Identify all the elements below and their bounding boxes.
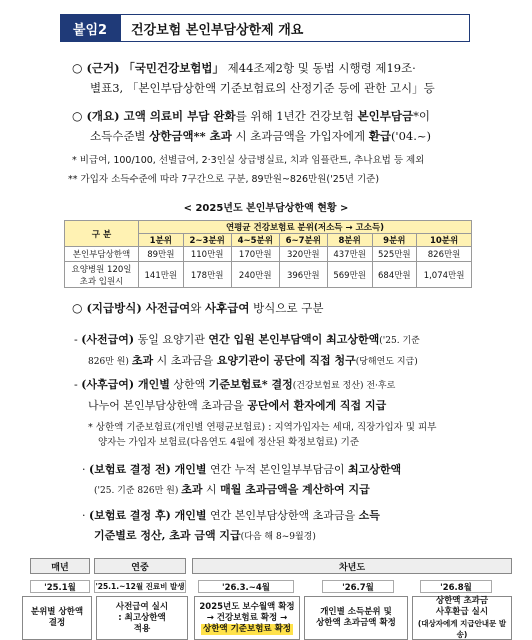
col-header: 9분위 bbox=[372, 234, 417, 247]
timeline-head-nextyear: 차년도 bbox=[192, 558, 512, 574]
sub-before-premium: · (보험료 결정 전) 개인별 연간 누적 본인일부부담금이 최고상한액 ('25. 기준 826만 원) 초과 시 매월 초과금액을 계산하여 지급 bbox=[82, 463, 402, 496]
cell: 396만원 bbox=[279, 262, 327, 288]
col-header: 8분위 bbox=[327, 234, 372, 247]
table-header-gu: 구 분 bbox=[65, 221, 139, 247]
timeline-date: '25.1.~12월 진료비 발생 bbox=[95, 582, 185, 591]
document-header bbox=[60, 14, 470, 42]
cell: 826만원 bbox=[417, 247, 472, 262]
note-income-levels: ** 가입자 소득수준에 따라 7구간으로 구분, 89만원~826만원('25년 기준) bbox=[68, 174, 380, 185]
cell: 525만원 bbox=[372, 247, 417, 262]
cell: 178만원 bbox=[183, 262, 231, 288]
cell: 170만원 bbox=[231, 247, 279, 262]
col-header: 1분위 bbox=[139, 234, 184, 247]
table-group-header: 연평균 건강보험료 분위(저소득 → 고소득) bbox=[139, 221, 472, 234]
sub-after-premium: · (보험료 결정 후) 개인별 연간 본인부담상한액 초과금을 소득 기준별로 정산, 초과 금액 지급(다음 해 8~9월경) bbox=[82, 509, 380, 542]
section-label: (근거) bbox=[86, 61, 120, 75]
timeline-date: '25.1월 bbox=[30, 580, 90, 593]
note-base-premium: * 상한액 기준보험료(개인별 연평균보험료) : 지역가입자는 세대, 직장가입자 및 피부 양자는 가입자 보험료(다음연도 4월에 정산된 확정보험료) 기준 bbox=[88, 422, 437, 448]
timeline-date: '26.3.~4월 bbox=[198, 580, 294, 593]
col-header: 2~3분위 bbox=[183, 234, 231, 247]
basis-line2: 별표3, 「본인부담상한액 기준보험료의 산정기준 등에 관한 고시」등 bbox=[90, 81, 435, 95]
col-header: 4~5분위 bbox=[231, 234, 279, 247]
cell: 1,074만원 bbox=[417, 262, 472, 288]
circle-bullet-icon: ○ bbox=[72, 61, 83, 75]
timeline-step: 상한액 초과금 사후환급 실시 (대상자에게 지급안내문 발송) bbox=[412, 596, 512, 640]
cell: 684만원 bbox=[372, 262, 417, 288]
cell: 569만원 bbox=[327, 262, 372, 288]
row-label: 요양병원 120일 초과 입원시 bbox=[65, 262, 139, 288]
sub-prepayment: - (사전급여) 동일 요양기관 연간 입원 본인부담액이 최고상한액('25. 기준 826만 원) 초과 시 초과금을 요양기관이 공단에 직접 청구(당해연도 지급) bbox=[74, 333, 420, 367]
cell: 89만원 bbox=[139, 247, 184, 262]
sub-postpayment: - (사후급여) 개인별 상한액 기준보험료* 결정(건강보험료 정산) 전·후로 나누어 본인부담상한액 초과금을 공단에서 환자에게 직접 지급 bbox=[74, 378, 396, 412]
timeline-step: 2025년도 보수월액 확정 → 건강보험료 확정 → 상한액 기준보험료 확정 bbox=[194, 596, 300, 640]
attachment-tag: 붙임2 bbox=[60, 14, 120, 42]
circle-bullet-icon: ○ bbox=[72, 109, 83, 123]
timeline-date: '26.7월 bbox=[322, 580, 394, 593]
cell: 240만원 bbox=[231, 262, 279, 288]
timeline-step: 사전급여 실시 : 최고상한액 적용 bbox=[96, 596, 188, 640]
cell: 437만원 bbox=[327, 247, 372, 262]
cell: 110만원 bbox=[183, 247, 231, 262]
section-basis bbox=[72, 58, 502, 98]
basis-line1: 제44조제2항 및 동법 시행령 제19조· bbox=[224, 61, 416, 75]
timeline-step: 개인별 소득분위 및 상한액 초과금액 확정 bbox=[304, 596, 408, 640]
section-label: (개요) bbox=[86, 109, 120, 123]
table-row bbox=[65, 247, 472, 262]
table-row bbox=[65, 262, 472, 288]
timeline-head-yearly: 매년 bbox=[30, 558, 90, 574]
section-payment-method: ○ (지급방식) 사전급여와 사후급여 방식으로 구분 bbox=[72, 301, 324, 315]
timeline-date: '26.8월 bbox=[420, 580, 492, 593]
law-name: 「국민건강보험법」 bbox=[123, 61, 225, 75]
col-header: 6~7분위 bbox=[279, 234, 327, 247]
note-exclusions: * 비급여, 100/100, 선별급여, 2·3인실 상급병실료, 치과 임플란트, 추나요법 등 제외 bbox=[72, 155, 425, 166]
cell: 141만원 bbox=[139, 262, 184, 288]
col-header: 10분위 bbox=[417, 234, 472, 247]
row-label: 본인부담상한액 bbox=[65, 247, 139, 262]
circle-bullet-icon: ○ bbox=[72, 301, 83, 315]
section-overview: ○ (개요) 고액 의료비 부담 완화를 위해 1년간 건강보험 본인부담금*이 소득수준별 상한금액** 초과 시 초과금액을 가입자에게 환급('04.~) bbox=[72, 109, 431, 143]
limit-table bbox=[64, 220, 472, 288]
timeline-step: 분위별 상한액 결정 bbox=[22, 596, 92, 640]
timeline-head-yearround: 연중 bbox=[94, 558, 186, 574]
cell: 320만원 bbox=[279, 247, 327, 262]
page-title: 건강보험 본인부담상한제 개요 bbox=[120, 14, 470, 42]
overview-key: 고액 의료비 부담 완화 bbox=[119, 109, 236, 123]
table-title: < 2025년도 본인부담상한액 현황 > bbox=[183, 203, 349, 214]
